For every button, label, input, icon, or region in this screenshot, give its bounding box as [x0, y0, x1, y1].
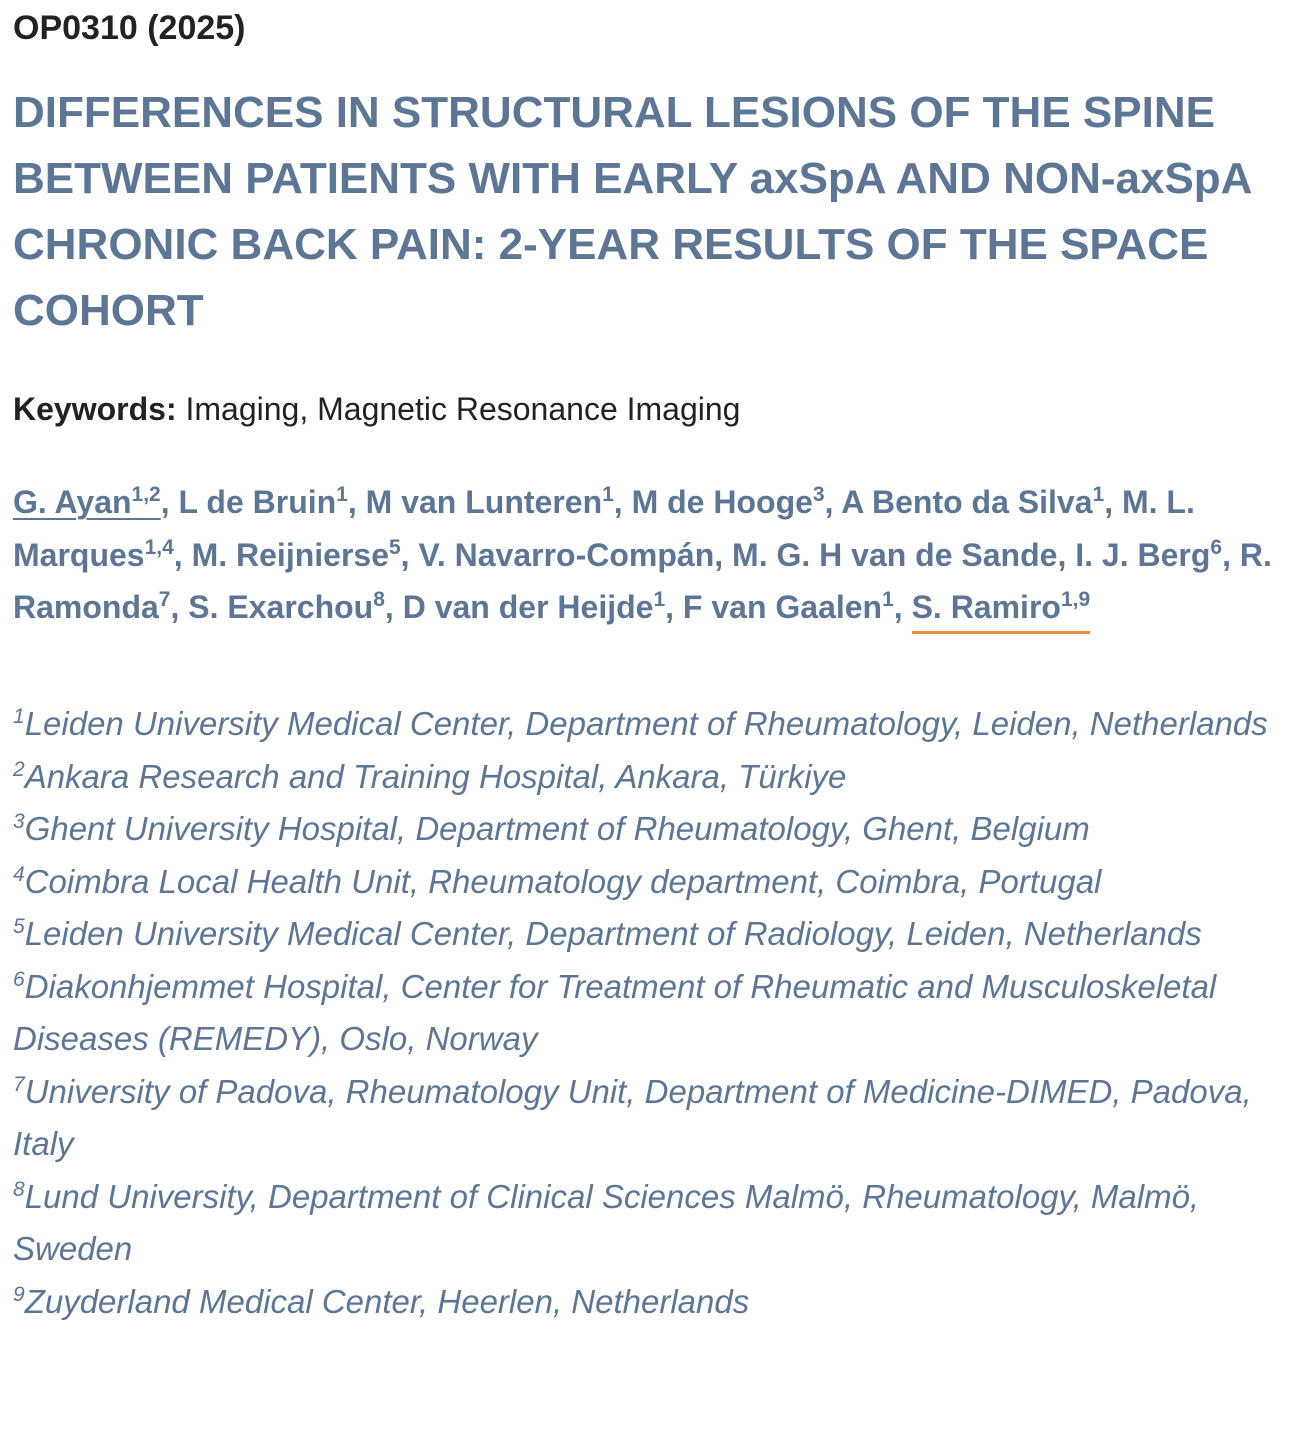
author-entry	[912, 589, 1091, 634]
author-separator: ,	[400, 536, 419, 573]
affiliation-item	[13, 1066, 1303, 1171]
author-separator: ,	[824, 484, 842, 520]
affiliation-item	[13, 961, 1303, 1066]
author-affiliation-sup: 1,4	[144, 535, 174, 559]
author-separator: ,	[613, 484, 632, 520]
abstract-id: OP0310 (2025)	[13, 9, 246, 47]
affiliation-number: 3	[13, 810, 25, 833]
affiliation-list	[13, 698, 1303, 1328]
affiliation-number: 7	[13, 1072, 25, 1096]
author-name: S. Exarchou	[188, 589, 374, 625]
affiliation-text: University of Padova, Rheumatology Unit, Department of Medicine-DIMED, Padova, Italy	[13, 1072, 1252, 1162]
keywords-label: Keywords:	[13, 391, 177, 427]
affiliation-text: Leiden University Medical Center, Department of Radiology, Leiden, Netherlands	[24, 915, 1202, 952]
author-name: M de Hooge	[631, 484, 813, 520]
author-separator: ,	[893, 589, 912, 625]
author-entry	[1075, 537, 1240, 573]
affiliation-text: Coimbra Local Health Unit, Rheumatology department, Coimbra, Portugal	[24, 862, 1102, 900]
affiliation-number: 1	[13, 705, 25, 728]
author-name: R. Ramonda	[13, 536, 1272, 625]
author-entry	[188, 589, 402, 625]
author-name: S. Ramiro	[911, 589, 1061, 625]
affiliation-number: 8	[13, 1177, 25, 1201]
author-separator: ,	[1057, 536, 1076, 573]
author-separator: ,	[160, 484, 179, 520]
author-affiliation-sup: 6	[1210, 535, 1223, 559]
author-affiliation-sup: 1	[882, 588, 894, 611]
author-name: A Bento da Silva	[841, 484, 1093, 520]
author-affiliation-sup: 1	[336, 483, 348, 506]
author-affiliation-sup: 3	[812, 483, 825, 506]
author-affiliation-sup: 1,9	[1060, 588, 1091, 611]
author-name: F van Gaalen	[682, 589, 883, 625]
affiliation-number: 5	[13, 915, 25, 938]
author-separator: ,	[1104, 484, 1122, 520]
affiliation-item	[13, 803, 1303, 856]
author-list	[13, 476, 1303, 634]
author-separator: ,	[347, 484, 366, 520]
author-name: M van Lunteren	[365, 484, 603, 520]
affiliation-text: Lund University, Department of Clinical Sciences Malmö, Rheumatology, Malmö, Sweden	[13, 1177, 1200, 1267]
affiliation-number: 4	[13, 862, 25, 886]
author-affiliation-sup: 7	[158, 588, 171, 611]
affiliation-text: Diakonhjemmet Hospital, Center for Treatment of Rheumatic and Musculoskeletal Diseases (REMEDY), Oslo, Norway	[13, 967, 1217, 1057]
affiliation-text: Ankara Research and Training Hospital, Ankara, Türkiye	[24, 757, 847, 795]
author-affiliation-sup: 1	[602, 483, 614, 506]
author-entry	[179, 484, 366, 520]
author-name: D van der Heijde	[402, 589, 654, 625]
author-affiliation-sup: 1,2	[131, 483, 161, 506]
keywords-line	[13, 389, 740, 429]
author-entry	[366, 484, 632, 520]
affiliation-item	[13, 1276, 1303, 1329]
affiliation-text: Ghent University Hospital, Department of Rheumatology, Ghent, Belgium	[24, 810, 1090, 847]
author-separator: ,	[1222, 536, 1240, 573]
author-separator: ,	[665, 589, 683, 625]
author-affiliation-sup: 1	[1092, 483, 1105, 506]
affiliation-number: 9	[13, 1282, 25, 1306]
author-entry	[683, 589, 912, 625]
affiliation-item	[13, 751, 1303, 804]
author-affiliation-sup: 8	[373, 588, 385, 611]
author-separator: ,	[173, 536, 192, 573]
author-entry	[13, 484, 179, 520]
author-separator: ,	[714, 536, 733, 573]
author-separator: ,	[170, 589, 189, 625]
author-entry	[418, 537, 732, 573]
author-affiliation-sup: 5	[388, 535, 401, 559]
author-name: M. L. Marques	[13, 484, 1195, 573]
affiliation-item	[13, 856, 1303, 909]
author-name: V. Navarro-Compán	[418, 536, 715, 573]
author-entry	[841, 484, 1122, 520]
affiliation-text: Leiden University Medical Center, Department of Rheumatology, Leiden, Netherlands	[24, 705, 1268, 742]
author-entry	[192, 537, 419, 573]
author-name: L de Bruin	[178, 484, 337, 520]
keywords-value: Imaging, Magnetic Resonance Imaging	[176, 391, 741, 427]
affiliation-item	[13, 698, 1303, 751]
affiliation-item	[13, 908, 1303, 961]
affiliation-number: 2	[13, 757, 25, 781]
author-entry	[632, 484, 842, 520]
author-affiliation-sup: 1	[653, 588, 666, 611]
author-entry	[403, 589, 683, 625]
author-separator: ,	[384, 589, 403, 625]
author-entry	[732, 537, 1075, 573]
author-name: M. Reijnierse	[191, 536, 389, 573]
author-link-highlighted[interactable]	[912, 589, 1091, 634]
abstract-title: DIFFERENCES IN STRUCTURAL LESIONS OF THE SPINE BETWEEN PATIENTS WITH EARLY axSpA AND NON-axSpA CHRONIC BACK PAIN: 2-YEAR RESULTS OF THE SPACE COHORT	[13, 88, 1251, 335]
affiliation-number: 6	[13, 967, 25, 991]
author-name: I. J. Berg	[1075, 536, 1211, 573]
author-link-presenting[interactable]	[13, 484, 161, 520]
author-name: G. Ayan	[13, 484, 132, 520]
affiliation-text: Zuyderland Medical Center, Heerlen, Netherlands	[24, 1282, 750, 1320]
author-name: M. G. H van de Sande	[732, 536, 1058, 573]
affiliation-item	[13, 1171, 1303, 1276]
